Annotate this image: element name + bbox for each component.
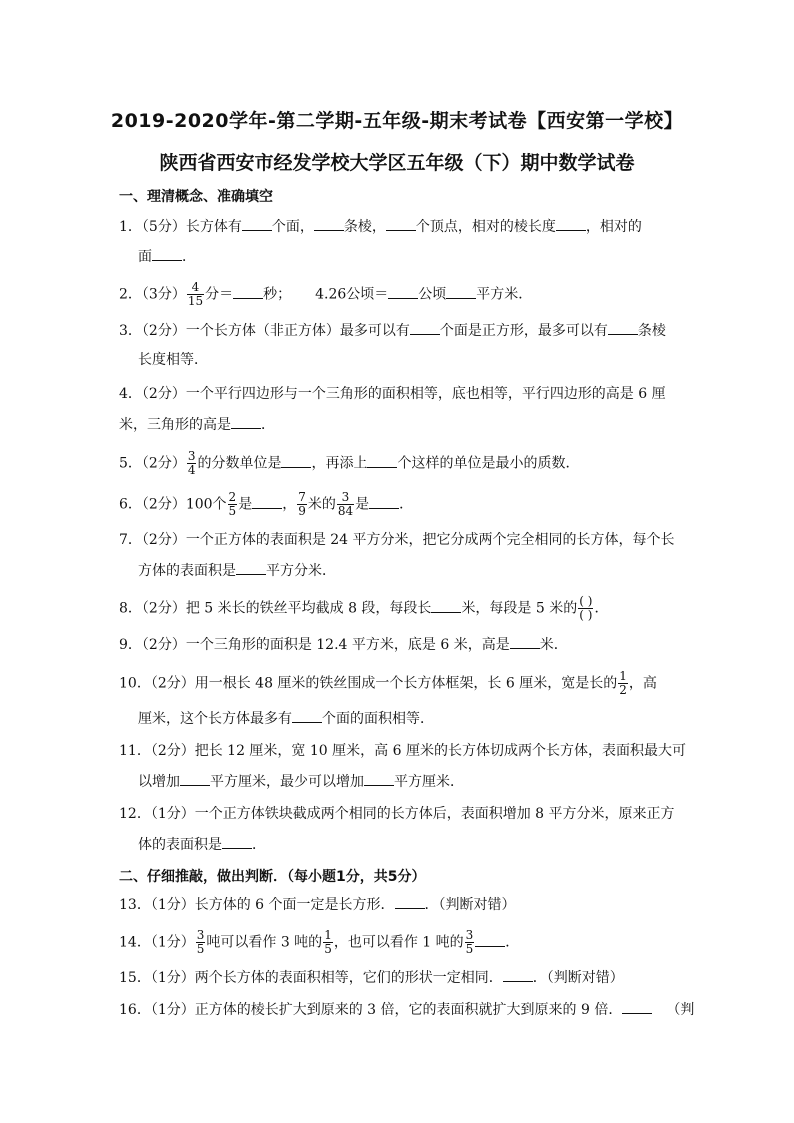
blank[interactable] xyxy=(233,284,263,299)
blank[interactable] xyxy=(622,999,652,1014)
blank[interactable] xyxy=(556,216,586,231)
question-11-line-2: 以增加 平方厘米，最少可以增加 平方厘米． xyxy=(138,771,464,792)
blank[interactable] xyxy=(367,453,397,468)
blank[interactable] xyxy=(475,932,505,947)
blank[interactable] xyxy=(410,320,440,335)
blank[interactable] xyxy=(446,284,476,299)
fraction: $\frac{7}{9}$ xyxy=(298,490,306,518)
question-9: 9．（2分）一个三角形的面积是 12.4 平方米，底是 6 米，高是 米． xyxy=(119,634,568,655)
question-7-line-2: 方体的表面积是 平方分米． xyxy=(138,560,336,581)
blank[interactable] xyxy=(231,414,261,429)
fraction: $\frac{3}{5}$ xyxy=(196,928,205,956)
blank[interactable] xyxy=(510,634,540,649)
question-7-line-1: 7．（2分）一个正方体的表面积是 24 平方分米，把它分成两个完全相同的长方体，每个长 xyxy=(119,532,675,548)
blank[interactable] xyxy=(236,560,266,575)
blank[interactable] xyxy=(281,453,311,468)
fraction: $\frac{1}{2}$ xyxy=(619,669,627,697)
question-12-line-2: 体的表面积是 ． xyxy=(138,834,266,855)
blank[interactable] xyxy=(222,834,252,849)
fraction: $\frac{3}{4}$ xyxy=(187,449,196,477)
question-14: 14．（1分） $\frac{3}{5}$ 吨可以看作 3 吨的 $\frac{1}{5}$ ，也可以看作 1 吨的 $\frac{3}{5}$ ． xyxy=(119,928,520,956)
question-2: 2．（3分） $\frac{4}{15}$ 分＝ 秒； 4.26公顷＝ 公顷 平方米． xyxy=(119,280,533,308)
section-heading-1: 一、理清概念、准确填空 xyxy=(119,189,273,205)
blank[interactable] xyxy=(503,967,533,982)
question-5: 5．（2分） $\frac{3}{4}$ 的分数单位是 ，再添上 个这样的单位是最小的质数． xyxy=(119,449,580,477)
question-6: 6．（2分）100个 $\frac{2}{5}$ 是 ， $\frac{7}{9}$ 米的 $\frac{3}{84}$ 是 ． xyxy=(119,490,414,518)
fraction: $\frac{3}{5}$ xyxy=(465,928,474,956)
fraction: $\frac{1}{5}$ xyxy=(324,928,332,956)
blank[interactable] xyxy=(152,246,182,261)
blank[interactable] xyxy=(252,494,282,509)
blank[interactable] xyxy=(292,708,322,723)
blank[interactable] xyxy=(369,494,399,509)
question-1-line-2: 面 ． xyxy=(138,246,196,267)
blank[interactable] xyxy=(242,216,272,231)
question-8: 8．（2分）把 5 米长的铁丝平均截成 8 段，每段长 米，每段是 5 米的 $\frac{( )}{( )}$ ． xyxy=(119,594,609,622)
blank[interactable] xyxy=(180,771,210,786)
question-3-line-2: 长度相等． xyxy=(138,352,208,368)
blank[interactable] xyxy=(388,284,418,299)
fraction: $\frac{4}{15}$ xyxy=(187,280,204,308)
question-11-line-1: 11．（2分）把长 12 厘米，宽 10 厘米，高 6 厘米的长方体切成两个长方体，表面积最大可 xyxy=(119,743,686,759)
blank[interactable] xyxy=(395,894,425,909)
question-16: 16．（1分）正方体的棱长扩大到原来的 3 倍，它的表面积就扩大到原来的 9 倍． （判 xyxy=(119,999,694,1020)
fraction: $\frac{3}{84}$ xyxy=(337,490,354,518)
blank[interactable] xyxy=(314,216,344,231)
blank[interactable] xyxy=(364,771,394,786)
section-heading-2: 二、仔细推敲，做出判断．（每小题1分，共5分） xyxy=(119,869,426,885)
question-4-line-1: 4．（2分）一个平行四边形与一个三角形的面积相等，底也相等，平行四边形的高是 6 厘 xyxy=(119,386,666,402)
question-10-line-2: 厘米，这个长方体最多有 个面的面积相等． xyxy=(138,708,434,729)
question-12-line-1: 12．（1分）一个正方体铁块截成两个相同的长方体后，表面积增加 8 平方分米，原来正方 xyxy=(119,806,675,822)
question-1-line-1: 1．（5分）长方体有 个面， 条棱， 个顶点，相对的棱长度 ，相对的 xyxy=(119,216,642,237)
exam-title: 2019-2020学年-第二学期-五年级-期末考试卷【西安第一学校】 xyxy=(110,110,684,132)
question-3-line-1: 3．（2分）一个长方体（非正方体）最多可以有 个面是正方形，最多可以有 条棱 xyxy=(119,320,666,341)
blank[interactable] xyxy=(608,320,638,335)
question-13: 13．（1分）长方体的 6 个面一定是长方形． ．（判断对错） xyxy=(119,894,516,915)
question-10-line-1: 10．（2分）用一根长 48 厘米的铁丝围成一个长方体框架，长 6 厘米，宽是长的 $\frac{1}{2}$ ，高 xyxy=(119,669,657,697)
blank[interactable] xyxy=(431,598,461,613)
exam-subtitle: 陕西省西安市经发学校大学区五年级（下）期中数学试卷 xyxy=(159,152,635,174)
fraction-blank[interactable]: $\frac{( )}{( )}$ xyxy=(579,594,593,622)
fraction: $\frac{2}{5}$ xyxy=(228,490,237,518)
question-15: 15．（1分）两个长方体的表面积相等，它们的形状一定相同． ．（判断对错） xyxy=(119,967,624,988)
question-4-line-2: 米，三角形的高是 ． xyxy=(119,414,275,435)
blank[interactable] xyxy=(386,216,416,231)
